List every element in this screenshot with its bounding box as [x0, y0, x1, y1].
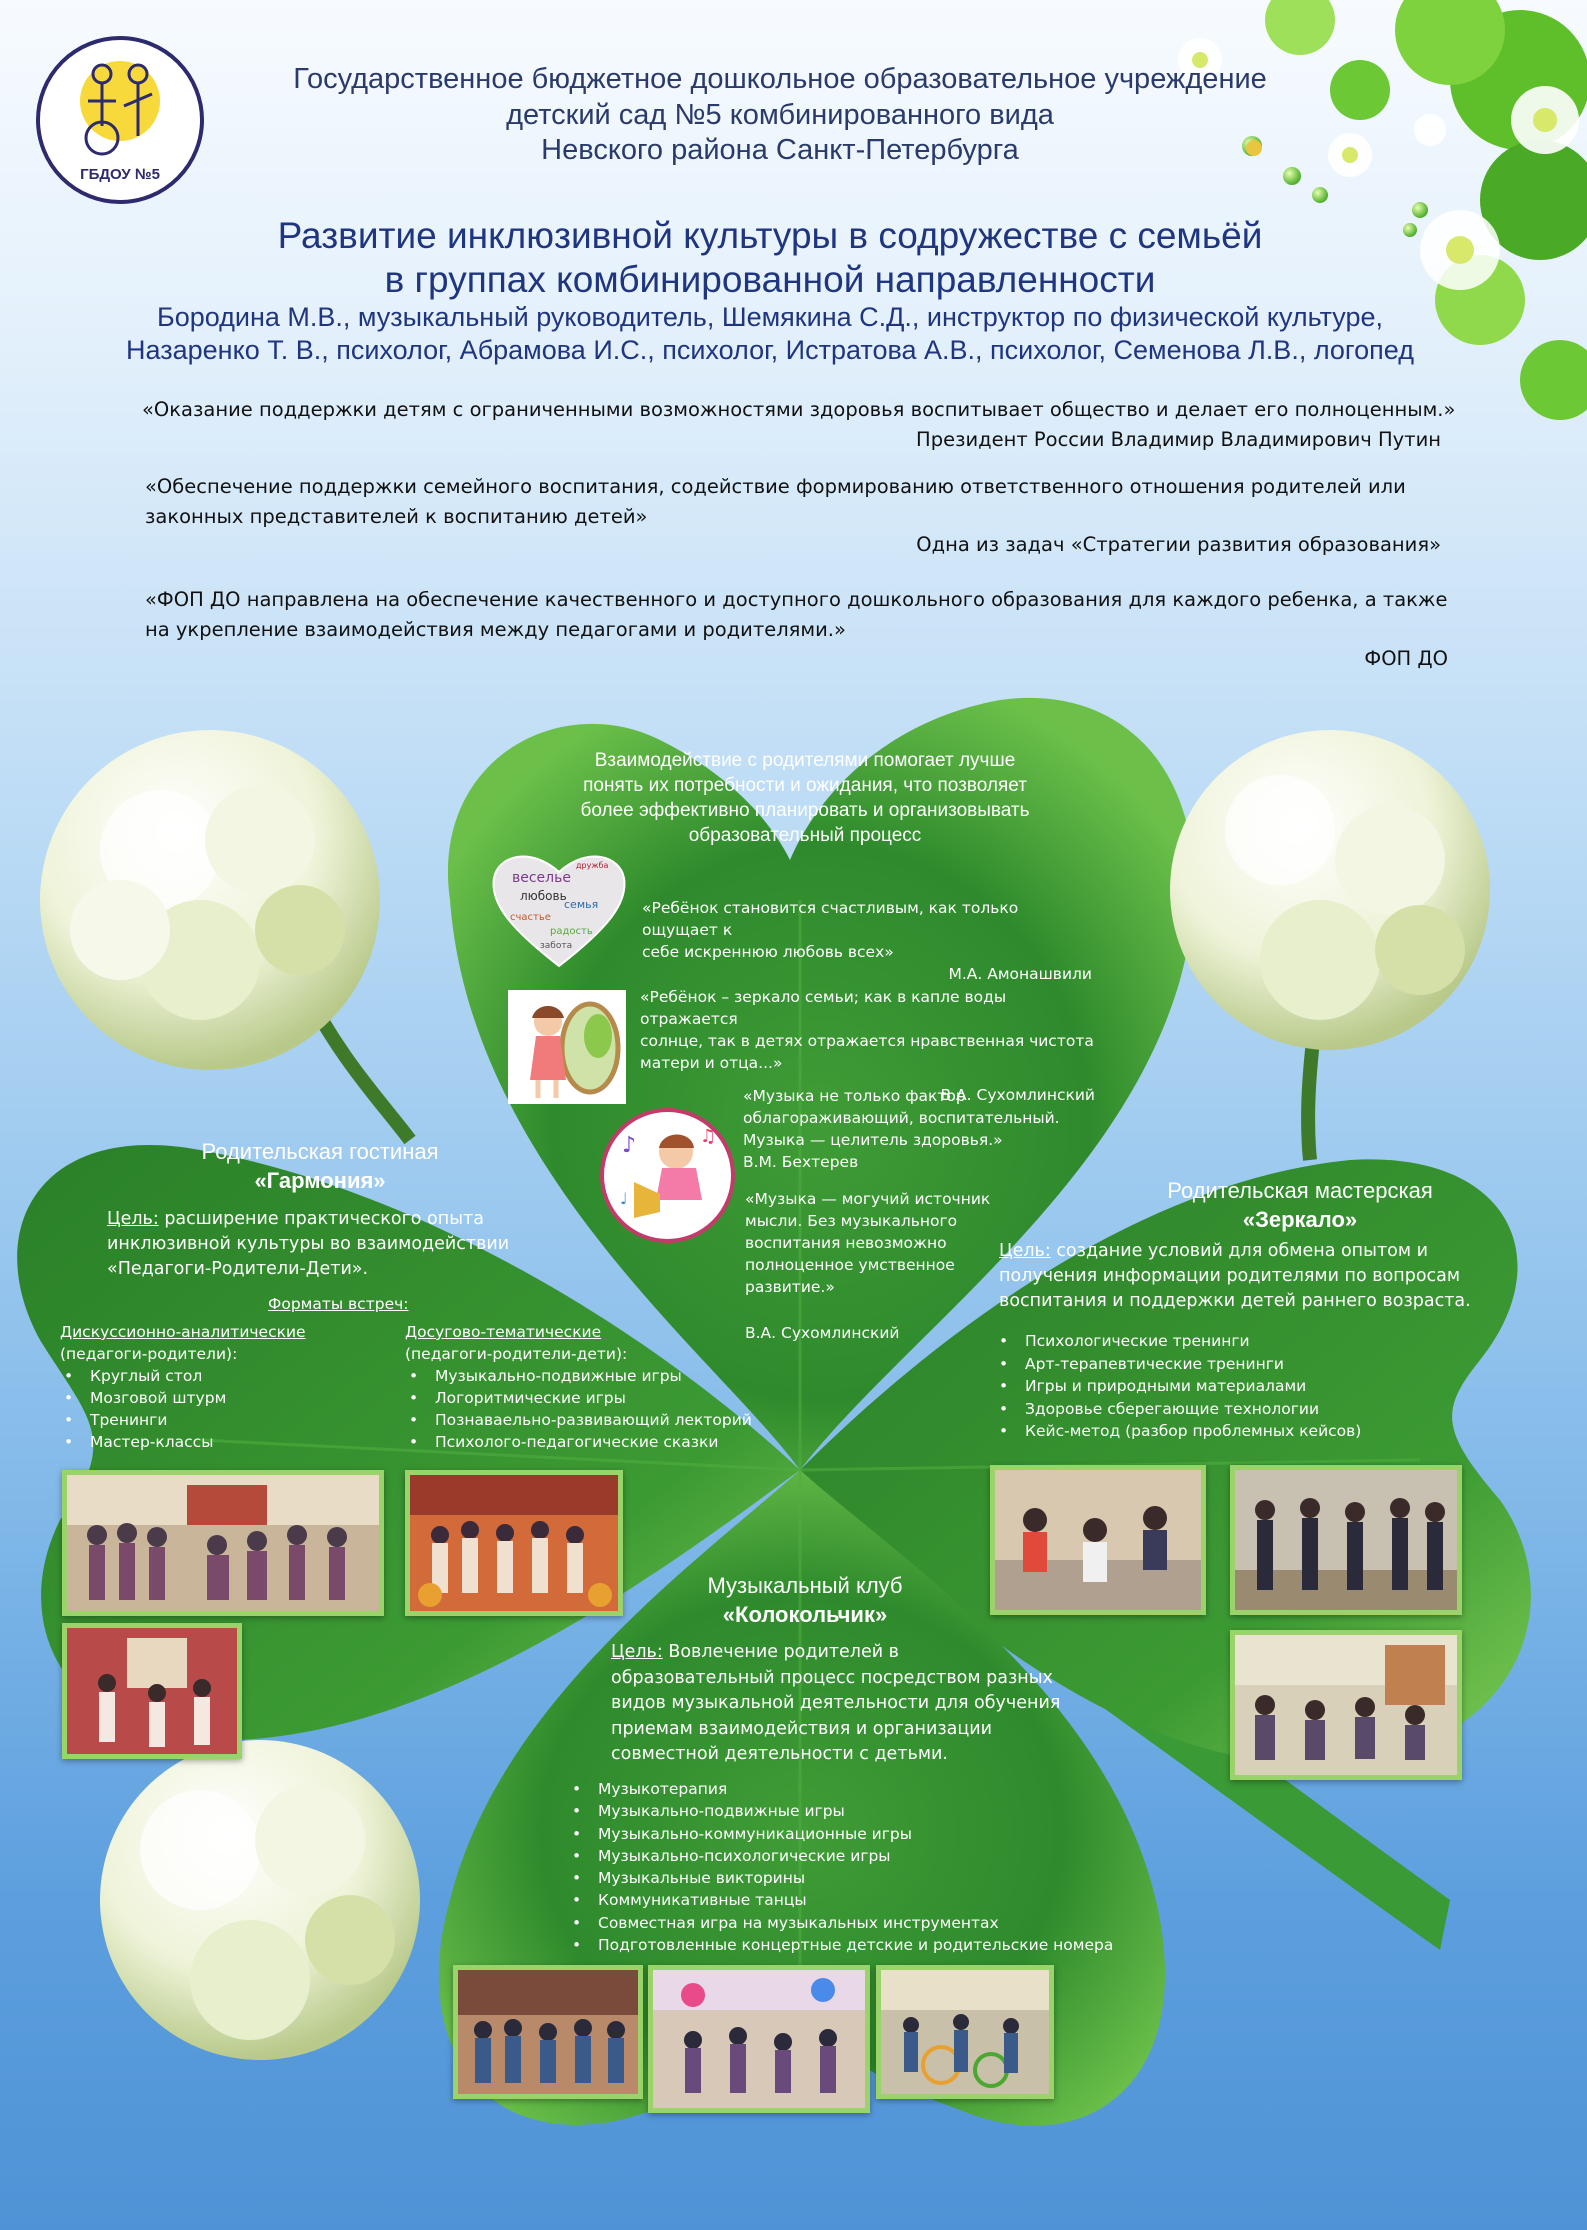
top-quote-2-author: В.А. Сухомлинский	[940, 1086, 1095, 1104]
list-item: • Музыкально-психологические игры	[568, 1845, 1128, 1867]
list-item: • Подготовленные концертные детские и родительские номера	[568, 1934, 1128, 1956]
intro-line-4: образовательный процесс	[688, 825, 922, 846]
top-quote-4-line: «Музыка — могучий источник	[745, 1190, 991, 1208]
page-title-line-2: в группах комбинированной направленности	[384, 259, 1156, 300]
header-line-3: Невского района Санкт-Петербурга	[541, 134, 1019, 166]
bottom-leaf-title-line-2: «Колокольчик»	[722, 1602, 888, 1627]
photo-gostinaya-3	[62, 1623, 242, 1759]
col2-list	[405, 1365, 785, 1453]
list-item: • Логоритмические игры	[405, 1387, 785, 1409]
logo-emblem-icon	[40, 46, 200, 166]
top-quote-3-author: В.М. Бехтерев	[743, 1153, 859, 1171]
goal-text: приемам взаимодействия и организации	[611, 1718, 993, 1739]
list-item: • Психолого-педагогические сказки	[405, 1431, 785, 1453]
list-item: • Кейс-метод (разбор проблемных кейсов)	[995, 1420, 1415, 1443]
goal-text: расширение практического опыта	[158, 1209, 484, 1229]
top-quote-2-line: матери и отца...»	[640, 1054, 783, 1072]
intro-line-2: понять их потребности и ожидания, что позволяет	[583, 775, 1027, 796]
clover-flower-right	[1170, 730, 1490, 1160]
svg-text:♪: ♪	[622, 1133, 637, 1158]
top-quote-4-line: мысли. Без музыкального	[745, 1212, 958, 1230]
formats-label: Форматы встреч:	[268, 1295, 409, 1313]
list-item: • Музыкально-подвижные игры	[405, 1365, 785, 1387]
list-item: • Мастер-классы	[60, 1431, 380, 1453]
list-item: • Коммуникативные танцы	[568, 1889, 1128, 1911]
bottom-leaf-title	[600, 1571, 1010, 1629]
left-col-1	[60, 1321, 380, 1453]
intro-line-3: более эффективно планировать и организовывать	[580, 800, 1030, 821]
heart-word: радость	[550, 926, 593, 937]
right-leaf-list	[995, 1330, 1415, 1443]
col1-list	[60, 1365, 380, 1453]
heart-word: счастье	[510, 912, 551, 923]
goal-label: Цель:	[999, 1241, 1051, 1261]
goal-text: совместной деятельности с детьми.	[611, 1744, 948, 1764]
top-quote-1-line: «Ребёнок становится счастливым, как только ощущает к	[642, 899, 1019, 939]
mirror-illustration	[508, 990, 626, 1104]
col1-subtitle: (педагоги-родители):	[60, 1345, 238, 1363]
list-item: • Познаваельно-развивающий лекторий	[405, 1409, 785, 1431]
goal-text: инклюзивной культуры во взаимодействии	[107, 1234, 510, 1254]
list-item: • Совместная игра на музыкальных инструментах	[568, 1912, 1128, 1934]
quote-2-line-1: «Обеспечение поддержки семейного воспитания, содействие формированию ответственного отношения родителей или	[145, 475, 1406, 498]
list-item: • Психологические тренинги	[995, 1330, 1415, 1353]
list-item: • Арт-терапевтические тренинги	[995, 1353, 1415, 1376]
logo	[36, 36, 204, 204]
top-quote-4-line: развитие.»	[745, 1278, 835, 1296]
heart-word: дружба	[576, 861, 609, 870]
heart-word: любовь	[520, 889, 567, 903]
left-leaf-goal	[107, 1207, 527, 1282]
top-quote-1-line: себе искреннюю любовь всех»	[642, 943, 894, 961]
music-child-icon	[604, 1112, 731, 1239]
left-leaf-title	[140, 1137, 500, 1195]
top-quote-2-line: солнце, так в детях отражается нравственная чистота	[640, 1032, 1094, 1050]
col2-title: Досугово-тематические	[405, 1323, 602, 1341]
photo-kolokolchik-2	[648, 1965, 870, 2113]
top-quote-4-author: В.А. Сухомлинский	[745, 1324, 900, 1342]
child-mirror-icon	[508, 990, 626, 1104]
quote-3-line-2: на укрепление взаимодействия между педагогами и родителями.»	[145, 618, 846, 641]
authors-line-1: Бородина М.В., музыкальный руководитель, Шемякина С.Д., инструктор по физической культуре,	[156, 302, 1384, 332]
goal-text: видов музыкальной деятельности для обучения	[611, 1693, 1061, 1713]
top-quote-4-line: полноценное умственное	[745, 1256, 955, 1274]
right-leaf-title	[1110, 1176, 1490, 1234]
list-item: • Музыкально-коммуникационные игры	[568, 1823, 1128, 1845]
list-item: • Круглый стол	[60, 1365, 380, 1387]
top-quote-4-line: воспитания невозможно	[745, 1234, 947, 1252]
heart-word-cloud	[490, 848, 628, 968]
heart-word: семья	[564, 898, 599, 911]
svg-text:♩: ♩	[620, 1189, 628, 1208]
top-quote-3-line: Музыка — целитель здоровья.»	[743, 1131, 1003, 1149]
quote-2-line-2: законных представителей к воспитанию детей»	[145, 505, 648, 528]
top-quote-2-line: «Ребёнок – зеркало семьи; как в капле воды отражается	[640, 988, 1007, 1028]
list-item: • Мозговой штурм	[60, 1387, 380, 1409]
top-quote-3-line: «Музыка не только фактор	[743, 1087, 966, 1105]
top-quote-3-line: облагораживающий, воспитательный.	[743, 1109, 1060, 1127]
header-line-2: детский сад №5 комбинированного вида	[506, 99, 1054, 131]
list-item: • Музыкально-подвижные игры	[568, 1800, 1128, 1822]
intro-line-1: Взаимодействие с родителями помогает лучше	[594, 750, 1016, 771]
top-quote-3	[743, 1085, 1073, 1173]
photo-gostinaya-1	[62, 1470, 384, 1616]
photo-kolokolchik-1	[453, 1965, 643, 2099]
goal-text: получения информации родителями по вопросам	[999, 1266, 1461, 1286]
bottom-leaf-goal	[611, 1640, 1081, 1768]
bottom-leaf-title-line-1: Музыкальный клуб	[707, 1573, 903, 1598]
logo-text: ГБДОУ №5	[80, 166, 160, 183]
left-leaf-title-line-2: «Гармония»	[254, 1168, 386, 1193]
clover-flower-bottom-left	[100, 1740, 420, 2060]
svg-text:♫: ♫	[700, 1126, 717, 1147]
list-item: • Музыкотерапия	[568, 1778, 1128, 1800]
header-line-1: Государственное бюджетное дошкольное образовательное учреждение	[293, 63, 1267, 95]
music-illustration	[600, 1108, 735, 1243]
goal-text: воспитания и поддержки детей раннего возраста.	[999, 1291, 1471, 1311]
goal-text: Вовлечение родителей в	[662, 1642, 899, 1662]
col1-title: Дискуссионно-аналитические	[60, 1323, 306, 1341]
bottom-leaf-list	[568, 1778, 1128, 1956]
list-item: • Музыкальные викторины	[568, 1867, 1128, 1889]
photo-zerkalo-1	[990, 1465, 1206, 1615]
photo-zerkalo-2	[1230, 1465, 1462, 1615]
quote-2-author: Одна из задач «Стратегии развития образования»	[916, 533, 1441, 556]
right-leaf-title-line-2: «Зеркало»	[1242, 1207, 1358, 1232]
list-item: • Тренинги	[60, 1409, 380, 1431]
goal-text: создание условий для обмена опытом и	[1050, 1241, 1428, 1261]
top-quote-1	[642, 897, 1092, 985]
photo-zerkalo-3	[1230, 1630, 1462, 1780]
goal-label: Цель:	[107, 1209, 159, 1229]
photo-gostinaya-2	[405, 1470, 623, 1616]
quote-3-author: ФОП ДО	[1364, 647, 1448, 670]
list-item: • Игры и природными материалами	[995, 1375, 1415, 1398]
clover-flower-top-left	[40, 730, 410, 1140]
photo-kolokolchik-3	[876, 1965, 1054, 2099]
page-title-line-1: Развитие инклюзивной культуры в содружестве с семьёй	[277, 215, 1263, 256]
quote-3-line-1: «ФОП ДО направлена на обеспечение качественного и доступного дошкольного образования для каждого ребенка, а также	[145, 588, 1448, 611]
goal-label: Цель:	[611, 1642, 663, 1662]
right-leaf-goal	[999, 1239, 1479, 1314]
right-leaf-title-line-1: Родительская мастерская	[1167, 1178, 1433, 1203]
authors-line-2: Назаренко Т. В., психолог, Абрамова И.С., психолог, Истратова А.В., психолог, Семенова Л.В., логопед	[126, 335, 1414, 365]
goal-text: «Педагоги-Родители-Дети».	[107, 1259, 369, 1279]
heart-word: веселье	[512, 870, 571, 886]
list-item: • Здоровье сберегающие технологии	[995, 1398, 1415, 1421]
left-leaf-title-line-1: Родительская гостиная	[201, 1139, 439, 1164]
top-leaf-intro	[520, 748, 1090, 848]
heart-word: забота	[540, 941, 573, 951]
col2-subtitle: (педагоги-родители-дети):	[405, 1345, 628, 1363]
quote-1-author: Президент России Владимир Владимирович Путин	[916, 428, 1441, 451]
goal-text: образовательный процесс посредством разных	[611, 1667, 1053, 1688]
left-col-2	[405, 1321, 785, 1453]
top-quote-1-author: М.А. Амонашвили	[948, 965, 1092, 983]
quote-1-text: «Оказание поддержки детям с ограниченными возможностями здоровья воспитывает общество и делает его полноценным.»	[142, 398, 1456, 421]
